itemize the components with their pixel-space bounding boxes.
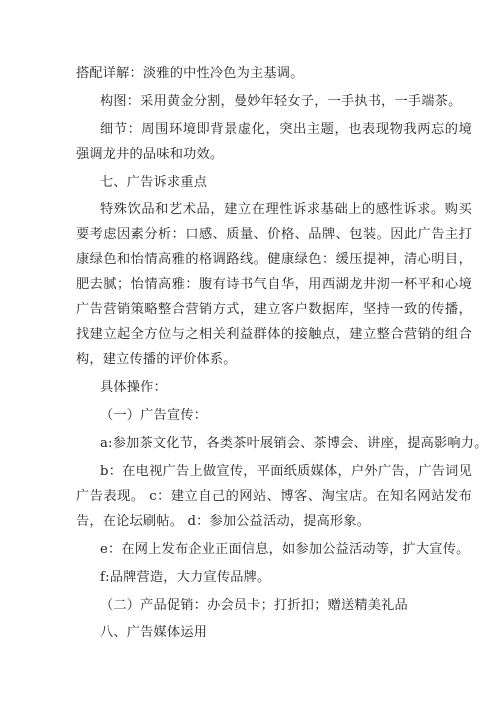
text-line-appeal-5: 广告营销策略整合营销方式，建立客户数据库，坚持一致的传播， <box>76 302 472 317</box>
text-line-composition: 构图：采用黄金分割，曼妙年轻女子，一手执书，一手端茶。 <box>100 94 462 109</box>
text-line-color-scheme: 搭配详解：淡雅的中性冷色为主基调。 <box>76 66 304 81</box>
list-item-b-cont: 广告表现。 c：建立自己的网站、博客、淘宝店。在知名网站发布 <box>76 489 472 504</box>
text-line-appeal-2: 要考虑因素分析：口感、质量、价格、品牌、包装。因此广告主打 <box>76 227 472 242</box>
section-heading-appeal: 七、广告诉求重点 <box>100 175 208 190</box>
list-item-f: f:品牌营造，大力宣传品牌。 <box>100 570 271 585</box>
text-line-appeal-4: 肥去腻；怡情高雅：腹有诗书气自华，用西湖龙井沏一杯平和心境 <box>76 277 472 292</box>
text-line-appeal-7: 构，建立传播的评价体系。 <box>76 352 237 367</box>
text-line-details: 细节：周围环境即背景虚化，突出主题，也表现物我两忘的境 <box>100 122 472 137</box>
list-item-e: e：在网上发布企业正面信息，如参加公益活动等，扩大宣传。 <box>100 542 470 557</box>
list-item-cd-cont: 告，在论坛刷帖。 d：参加公益活动，提高形象。 <box>76 514 371 529</box>
text-line-appeal-3: 康绿色和怡情高雅的格调路线。健康绿色：缓压提神，清心明目， <box>76 252 472 267</box>
text-line-appeal-1: 特殊饮品和艺术品，建立在理性诉求基础上的感性诉求。购买 <box>100 202 472 217</box>
text-line-appeal-6: 找建立起全方位与之相关利益群体的接触点，建立整合营销的组合 <box>76 327 472 342</box>
list-item-a: a:参加茶文化节，各类茶叶展销会、茶博会、讲座，提高影响力。 <box>100 436 488 451</box>
subheading-promotion: （二）产品促销：办会员卡；打折扣；赠送精美礼品 <box>100 598 408 613</box>
text-line-details-cont: 强调龙井的品味和功效。 <box>76 147 224 162</box>
section-heading-media: 八、广告媒体运用 <box>100 625 208 640</box>
text-line-operations: 具体操作： <box>100 380 167 395</box>
list-item-b: b：在电视广告上做宣传，平面纸质媒体，户外广告，广告词见 <box>100 464 472 479</box>
subheading-advertising: （一）广告宣传： <box>100 408 208 423</box>
